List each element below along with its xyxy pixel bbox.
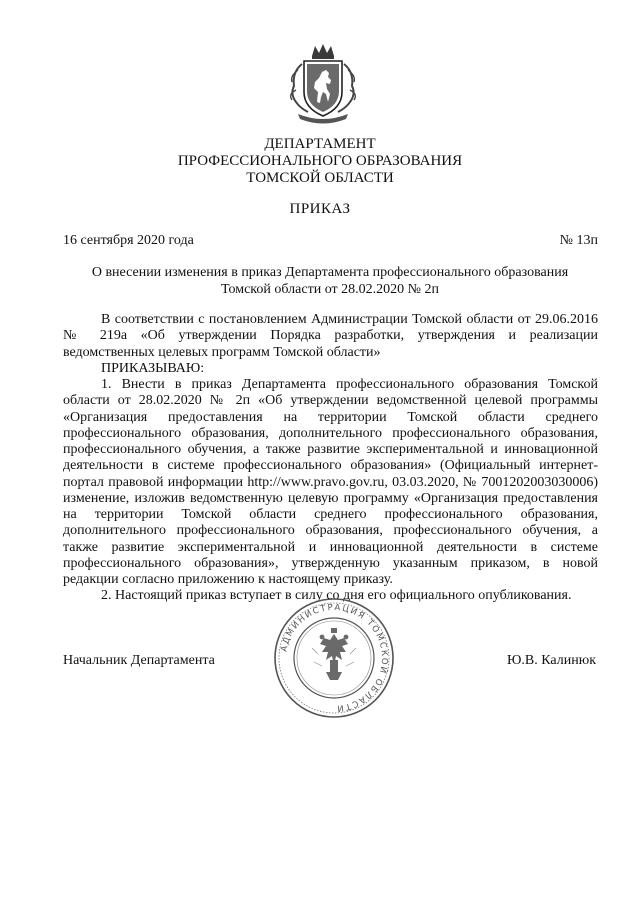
document-title bbox=[60, 264, 600, 298]
document-number: № 13п bbox=[559, 233, 598, 248]
order-item-1: 1. Внести в приказ Департамента профессионального образования Томской области от 28.02.2020 № 2п «Об утверждении ведомственной целевой программы «Организация предоставления на территории Томской области среднего профессионального образования, дополнительного профессионального образования, профессионального обучения, а также развитие экспериментальной и инновационной деятельности в системе профессионального образования» (Официальный интернет-портал правовой информации http://www.pravo.gov.ru, 03.03.2020, № 7001202003030006) изменение, изложив ведомственную целевую программу «Организация предоставления на территории Томской области среднего профессионального образования, дополнительного профессионального образования, профессионального обучения, а также развитие экспериментальной и инновационной деятельности в системе профессионального образования», утвержденную указанным приказом, в новой редакции согласно приложению к настоящему приказу. bbox=[63, 377, 598, 587]
coat-of-arms-icon bbox=[284, 42, 362, 124]
order-item-2: 2. Настоящий приказ вступает в силу со дня его официального опубликования. bbox=[101, 588, 572, 604]
document-type-heading: ПРИКАЗ bbox=[289, 201, 351, 217]
document-title-line-1: О внесении изменения в приказ Департамента профессионального образования bbox=[91, 265, 569, 280]
official-seal-icon bbox=[272, 596, 396, 720]
order-word: ПРИКАЗЫВАЮ: bbox=[101, 360, 205, 376]
signatory-name: Ю.В. Калинюк bbox=[507, 653, 596, 668]
document-date: 16 сентября 2020 года bbox=[63, 233, 194, 248]
department-header bbox=[0, 136, 640, 187]
preamble-paragraph: В соответствии с постановлением Администрации Томской области от 29.06.2016 № 219а «Об утверждении Порядка разработки, утверждения и реализации ведомственных целевых программ Томской области» bbox=[63, 312, 598, 360]
document-title-line-2: Томской области от 28.02.2020 № 2п bbox=[221, 282, 439, 297]
document-body bbox=[63, 312, 598, 605]
signatory-title: Начальник Департамента bbox=[63, 653, 215, 668]
seal-text: АДМИНИСТРАЦИЯ ТОМСКОЙ ОБЛАСТИ bbox=[279, 602, 390, 714]
department-line-3: ТОМСКОЙ ОБЛАСТИ bbox=[246, 170, 394, 186]
department-line-1: ДЕПАРТАМЕНТ bbox=[264, 136, 376, 152]
department-line-2: ПРОФЕССИОНАЛЬНОГО ОБРАЗОВАНИЯ bbox=[177, 153, 463, 169]
